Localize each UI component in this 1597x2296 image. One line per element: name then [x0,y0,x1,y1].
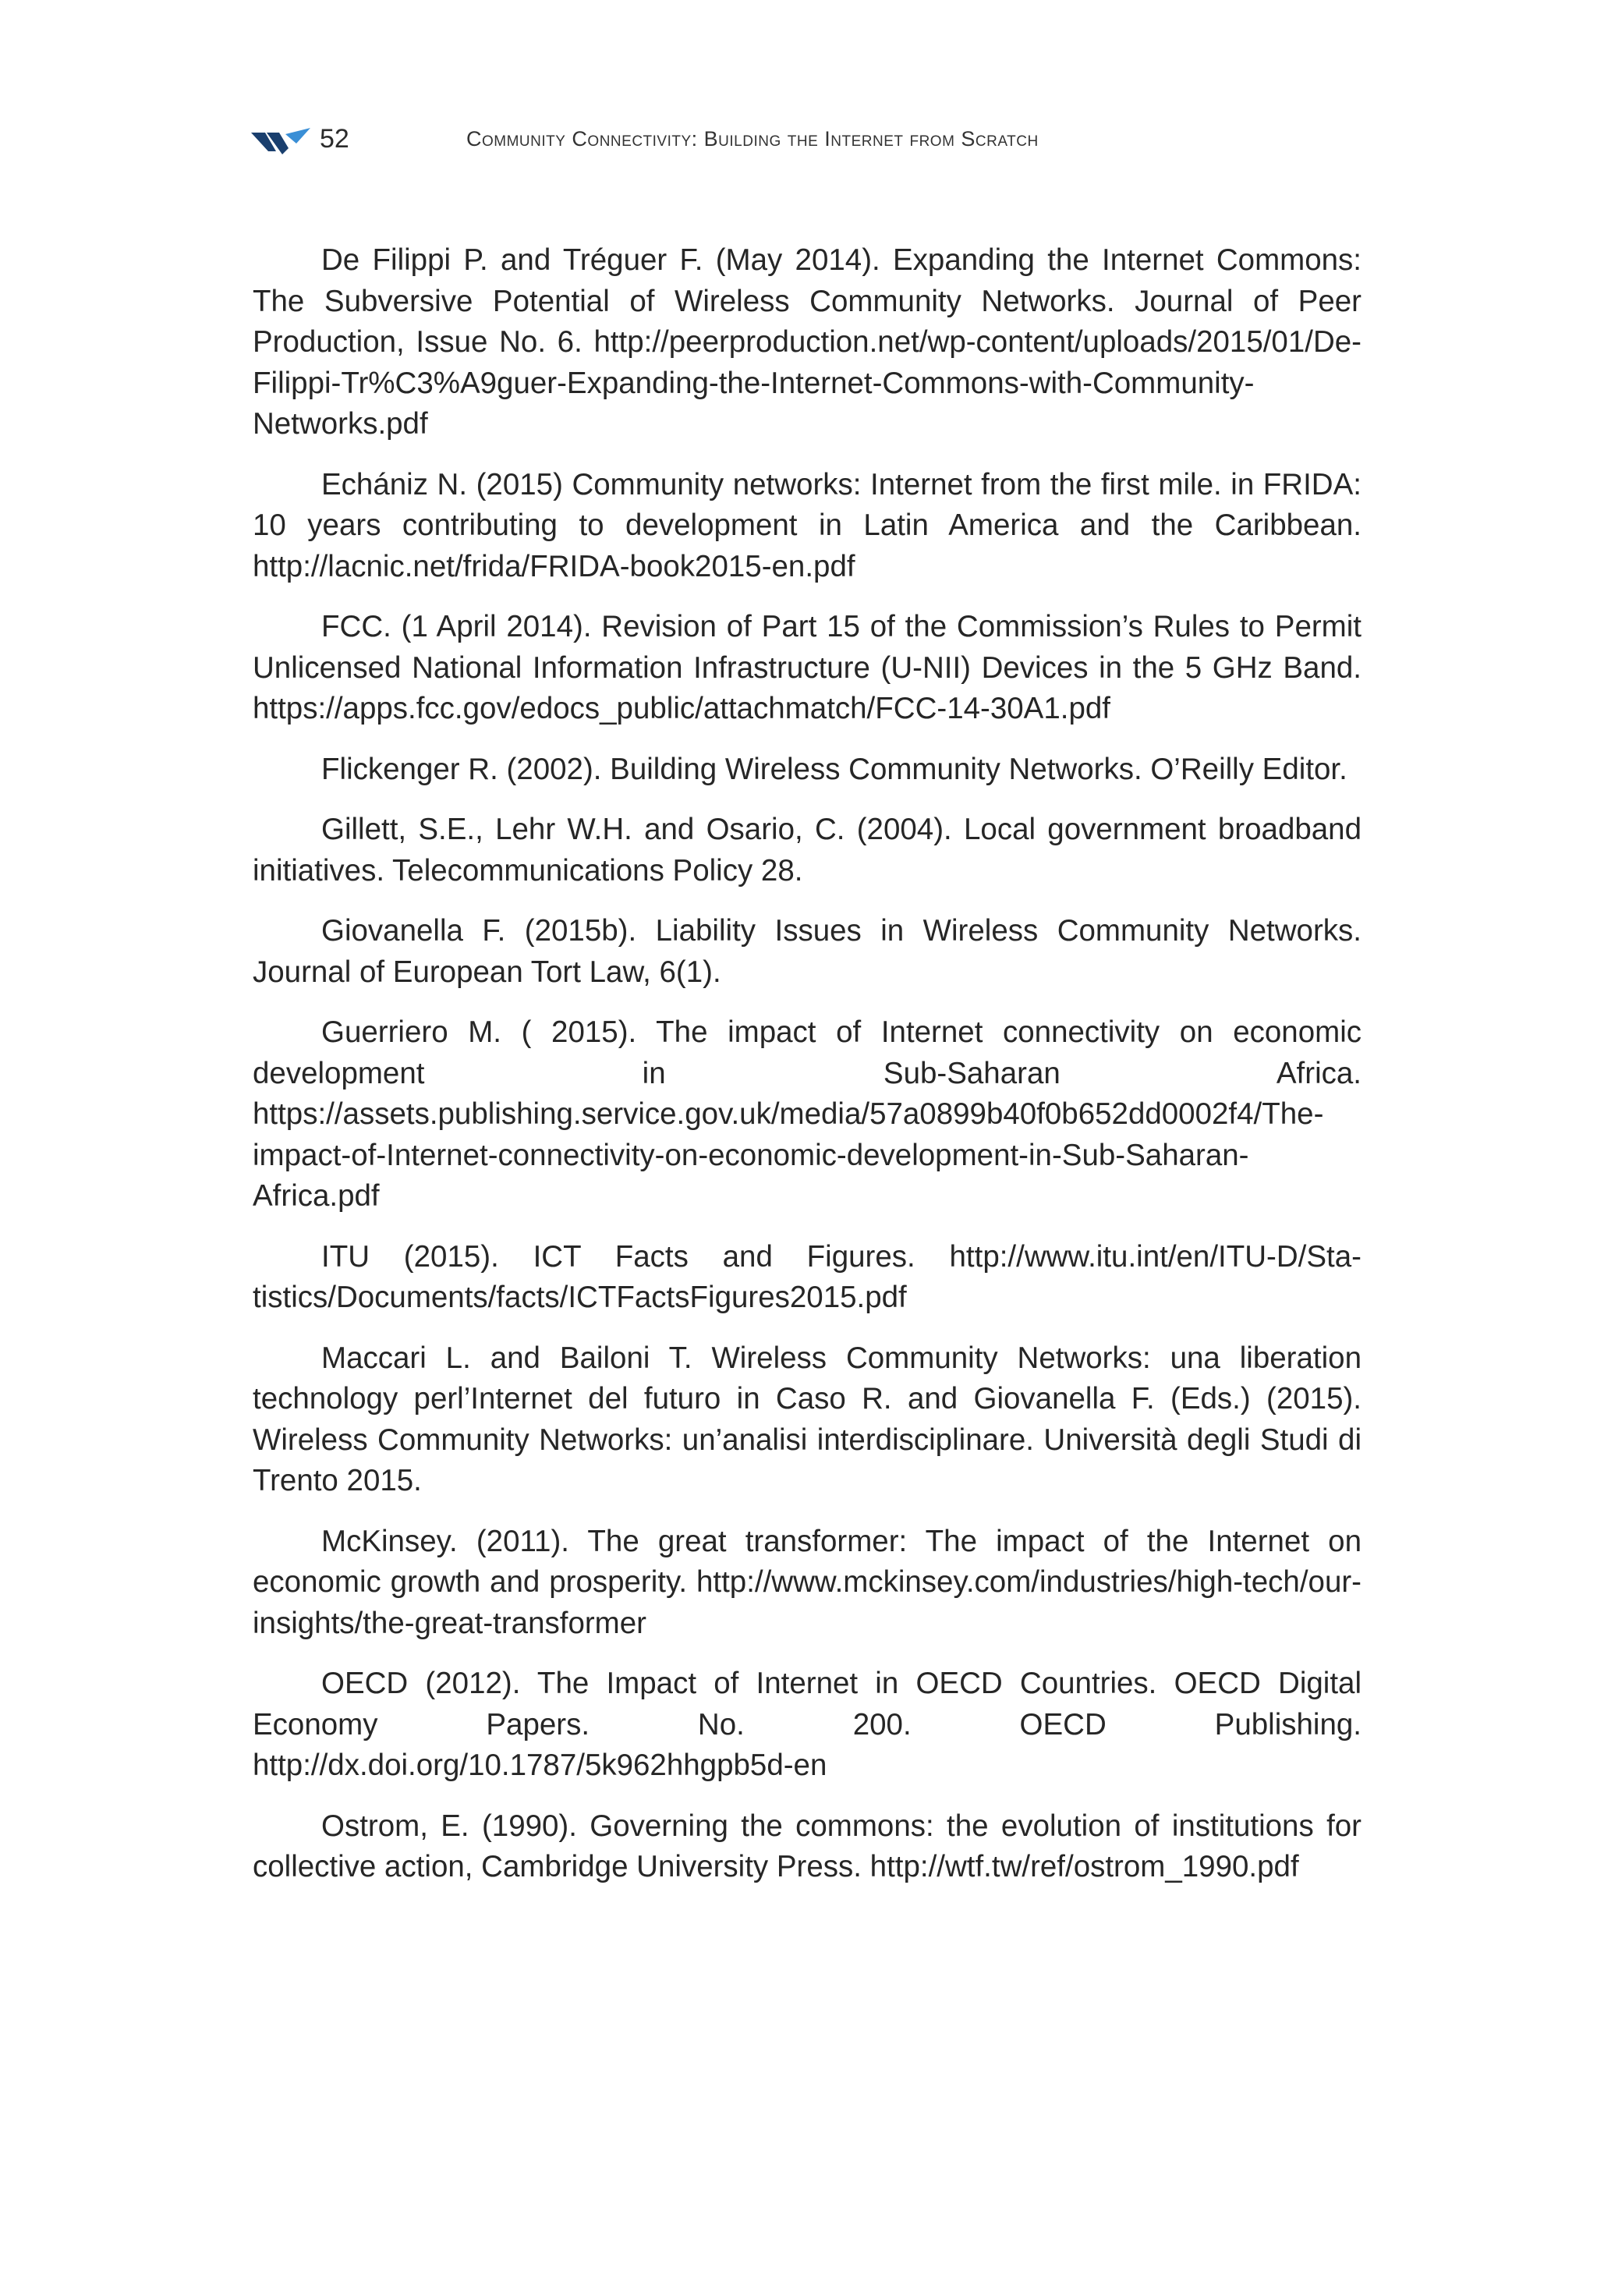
reference-entry: Echániz N. (2015) Community networks: Internet from the first mile. in FRIDA: 10 years contributing to development in Latin America and the Caribbean. http://lacnic.net/frida/FRIDA-book2015-en.pdf [253,467,1362,583]
reference-entry: Ostrom, E. (1990). Governing the commons: the evolution of institutions for collective action, Cambridge University Press. http://wtf.tw/ref/ostrom_1990.pdf [253,1809,1362,1883]
reference-entry: McKinsey. (2011). The great transformer: The impact of the Internet on economic growth and prosperity. http://www.mckinsey.com/industries/high-tech/our-insights/the-great-transformer [253,1524,1362,1640]
reference-entry: FCC. (1 April 2014). Revision of Part 15 of the Commission’s Rules to Permit Unlicensed National Information Infrastructure (U-NII) Devices in the 5 GHz Band. https://apps.fcc.gov/edocs_public/attachmatch/FCC-14-30A1.pdf [253,610,1362,725]
running-title: Community Connectivity: Building the Internet from Scratch [466,127,1039,151]
publisher-logo-icon [251,128,310,156]
reference-entry: Maccari L. and Bailoni T. Wireless Community Networks: una liberation technology perl’Internet del futuro in Caso R. and Giovanella F. (Eds.) (2015). Wireless Community Networks: un’analisi interdisciplinare. Università degli Studi di Trento 2015. [253,1341,1362,1497]
reference-list [253,240,1362,1908]
page-header [0,0,1597,187]
reference-entry: Flickenger R. (2002). Building Wireless Community Networks. O’Reilly Editor. [321,752,1347,786]
reference-entry: OECD (2012). The Impact of Internet in OECD Countries. OECD Digital Economy Papers. No. 200. OECD Publishing. http://dx.doi.org/10.1787/5k962hhgpb5d-en [253,1667,1362,1782]
reference-entry: Guerriero M. ( 2015). The impact of Internet connectivity on economic development in Sub-Saharan Africa. https://assets.publishing.service.gov.uk/media/57a0899b40f0b652dd0002f4/The-impact-of-Internet-connectivity-on-economic-development-in-Sub-Saharan-Africa.pdf [253,1015,1362,1213]
reference-entry: ITU (2015). ICT Facts and Figures. http://www.itu.int/en/ITU-D/Statistics/Documents/facts/ICTFactsFigures2015.pdf [253,1239,1362,1314]
page-number: 52 [320,124,349,154]
reference-entry: De Filippi P. and Tréguer F. (May 2014). Expanding the Internet Commons: The Subversive Potential of Wireless Community Networks. Journal of Peer Production, Issue No. 6. http://peerproduction.net/wp-content/uploads/2015/01/De-Filippi-Tr%C3%A9guer-Expanding-the-Internet-Commons-with-Community-Networks.pdf [253,243,1362,441]
reference-entry: Giovanella F. (2015b). Liability Issues in Wireless Community Networks. Journal of European Tort Law, 6(1). [253,914,1362,989]
reference-entry: Gillett, S.E., Lehr W.H. and Osario, C. (2004). Local government broadband initiatives. Telecommunications Policy 28. [253,813,1362,888]
